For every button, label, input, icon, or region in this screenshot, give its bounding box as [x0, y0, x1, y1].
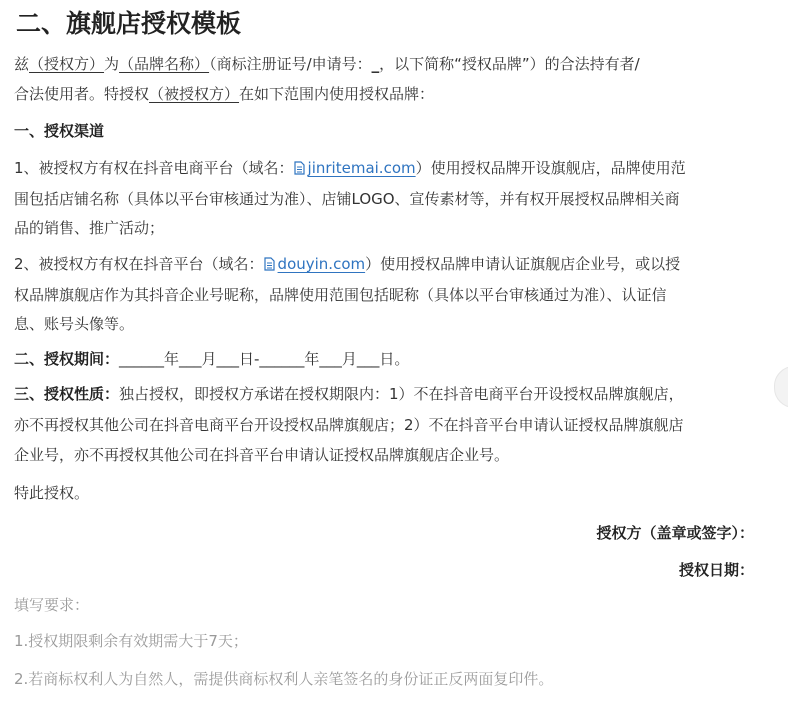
- requirement-item: 1.授权期限剩余有效期需大于7天；: [14, 632, 248, 650]
- item-text: 2、被授权方有权在抖音平台（域名：: [14, 255, 264, 273]
- item-text: ）使用授权品牌申请认证旗舰店企业号，或以授: [365, 255, 681, 273]
- section-2-period: [14, 352, 409, 367]
- section-3-line-2: 亦不再授权其他公司在抖音电商平台开设授权品牌旗舰店；2）不在抖音平台申请认证授权品牌旗舰店: [14, 416, 684, 434]
- intro-text: 为: [104, 55, 120, 73]
- section-1-title: 一、授权渠道: [14, 122, 105, 140]
- channel-item-2-line-1: [14, 257, 680, 272]
- closing-text: 特此授权。: [14, 484, 90, 502]
- grantee-placeholder: （被授权方）: [149, 85, 240, 103]
- section-3-label: 三、授权性质：: [14, 385, 120, 403]
- brand-placeholder: （品牌名称）: [119, 55, 210, 73]
- channel-item-2-line-3: 息、账号头像等。: [14, 315, 135, 333]
- intro-line-1: [14, 57, 640, 72]
- signature-date: 授权日期：: [678, 561, 754, 579]
- intro-line-2: [14, 87, 434, 102]
- requirement-item: 2.若商标权利人为自然人，需提供商标权利人亲笔签名的身份证正反两面复印件。: [14, 670, 554, 688]
- intro-text: 合法使用者。特授权: [14, 85, 150, 103]
- channel-item-1-line-3: 品的销售、推广活动；: [14, 219, 165, 237]
- channel-item-1-line-1: [14, 161, 686, 176]
- section-2-label: 二、授权期间：: [14, 350, 120, 368]
- document-icon: [264, 257, 275, 271]
- intro-text: 在如下范围内使用授权品牌：: [239, 85, 435, 103]
- intro-text: （商标注册证号/申请号：: [209, 55, 372, 73]
- channel-item-1-line-2: 围包括店铺名称（具体以平台审核通过为准）、店铺LOGO、宣传素材等，并有权开展授权品牌相关商: [14, 190, 680, 208]
- side-scroll-handle[interactable]: [774, 366, 788, 408]
- grantor-placeholder: （授权方）: [29, 55, 105, 73]
- section-3-line-3: 企业号，亦不再授权其他公司在抖音平台申请认证授权品牌旗舰店企业号。: [14, 446, 510, 464]
- intro-text: ，以下简称“授权品牌”）的合法持有者/: [379, 55, 640, 73]
- page-title: 二、旗舰店授权模板: [16, 9, 242, 38]
- requirements-title: 填写要求：: [14, 596, 90, 614]
- jinritemai-link[interactable]: jinritemai.com: [307, 159, 416, 177]
- intro-text: 兹: [14, 55, 30, 73]
- douyin-link[interactable]: douyin.com: [277, 255, 366, 273]
- section-3-text: 独占授权，即授权方承诺在授权期限内：1）不在抖音电商平台开设授权品牌旗舰店，: [119, 385, 684, 403]
- section-3-line-1: [14, 387, 684, 402]
- registration-blank: _: [371, 55, 380, 73]
- item-text: 1、被授权方有权在抖音电商平台（域名：: [14, 159, 294, 177]
- period-value: ______年___月___日-______年___月___日。: [119, 350, 410, 368]
- channel-item-2-line-2: 权品牌旗舰店作为其抖音企业号昵称，品牌使用范围包括昵称（具体以平台审核通过为准）、认证信: [14, 286, 667, 304]
- item-text: ）使用授权品牌开设旗舰店，品牌使用范: [415, 159, 686, 177]
- document-icon: [294, 161, 305, 175]
- signature-party: 授权方（盖章或签字）：: [596, 524, 754, 542]
